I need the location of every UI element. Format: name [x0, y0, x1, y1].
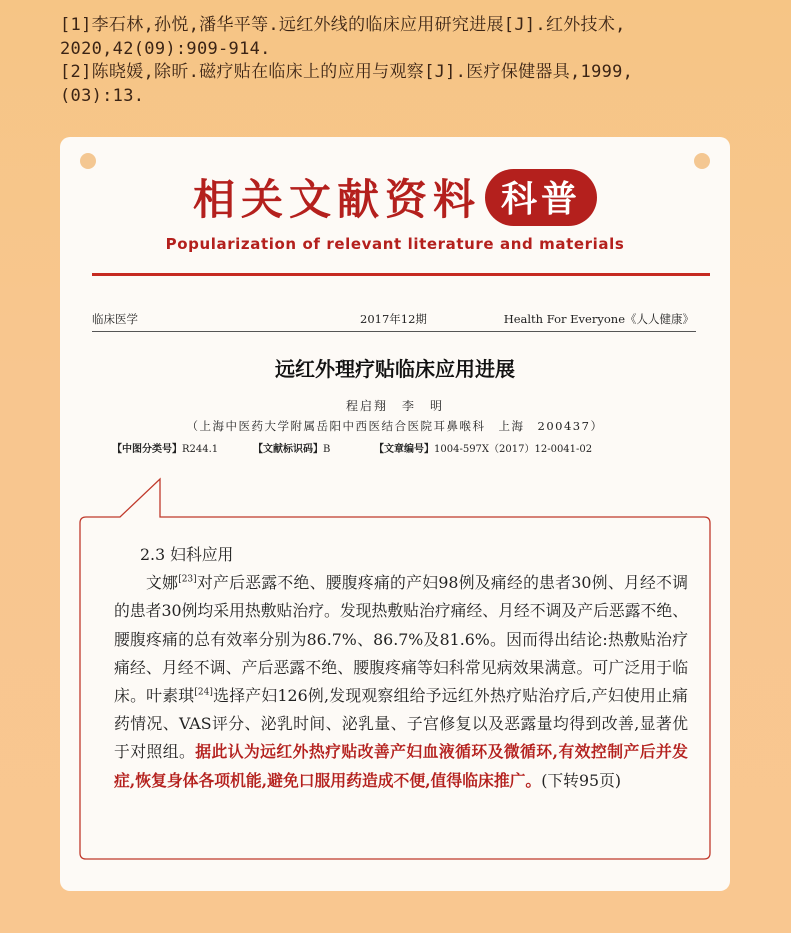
excerpt-heading: 2.3 妇科应用 [140, 545, 234, 564]
journal-section: 临床医学 [92, 312, 138, 326]
reference-line: (03):13. [60, 85, 145, 106]
journal-issue: 2017年12期 [360, 312, 427, 326]
reference-line: [1]李石林,孙悦,潘华平等.远红外线的临床应用研究进展[J].红外技术, [60, 15, 626, 35]
article-title: 远红外理疗贴临床应用进展 [275, 357, 515, 381]
article-authors: 程启翔 李 明 [345, 399, 444, 413]
journal-name: Health For Everyone《人人健康》 [503, 312, 694, 326]
excerpt-highlight: 据此认为远红外热疗贴改善产妇血液循环及微循环,有效控制产后并发症,恢复身体各项机能,避免口服用药造成不便,值得临床推广。 [114, 742, 688, 790]
reference-line: [2]陈晓媛,除昕.磁疗贴在临床上的应用与观察[J].医疗保健器具,1999, [60, 62, 634, 82]
reference-line: 2020,42(09):909-914. [60, 38, 271, 59]
card-heading [60, 167, 730, 227]
card-subtitle: Popularization of relevant literature and materials [165, 235, 625, 253]
article-number: 【文章编号】1004-597X（2017）12-0041-02 [374, 444, 593, 455]
document-code: 【文献标识码】B [253, 444, 331, 455]
excerpt-callout [80, 517, 710, 859]
header-rule [92, 273, 710, 276]
card-title: 相关文献资料 [192, 175, 481, 224]
journal-divider [92, 331, 696, 332]
card-title-pill: 科普 [485, 169, 597, 226]
excerpt-text [114, 541, 688, 795]
excerpt-paragraph: 文娜[23]对产后恶露不绝、腰腹疼痛的产妇98例及痛经的患者30例、月经不调的患者30例均采用热敷贴治疗。发现热敷贴治疗痛经、月经不调及产后恶露不绝、腰腹疼痛的总有效率分别为86.7%、86.7%及81.6%。因而得出结论:热敷贴治疗痛经、月经不调、产后恶露不绝、腰腹疼痛等妇科常见病效果满意。可广泛用于临床。叶素琪[24]选择产妇126例,发现观察组给予远红外热疗贴治疗后,产妇使用止痛药情况、VAS评分、泌乳时间、泌乳量、子宫修复以及恶露量均得到改善,显著优于对照组。据此认为远红外热疗贴改善产妇血液循环及微循环,有效控制产后并发症,恢复身体各项机能,避免口服用药造成不便,值得临床推广。(下转95页) [114, 573, 688, 790]
references [60, 14, 750, 108]
literature-card [60, 137, 730, 891]
classification-number: 【中图分类号】R244.1 [112, 444, 219, 455]
article-affiliation: （上海中医药大学附属岳阳中西医结合医院耳鼻喉科 上海 200437） [186, 419, 604, 433]
